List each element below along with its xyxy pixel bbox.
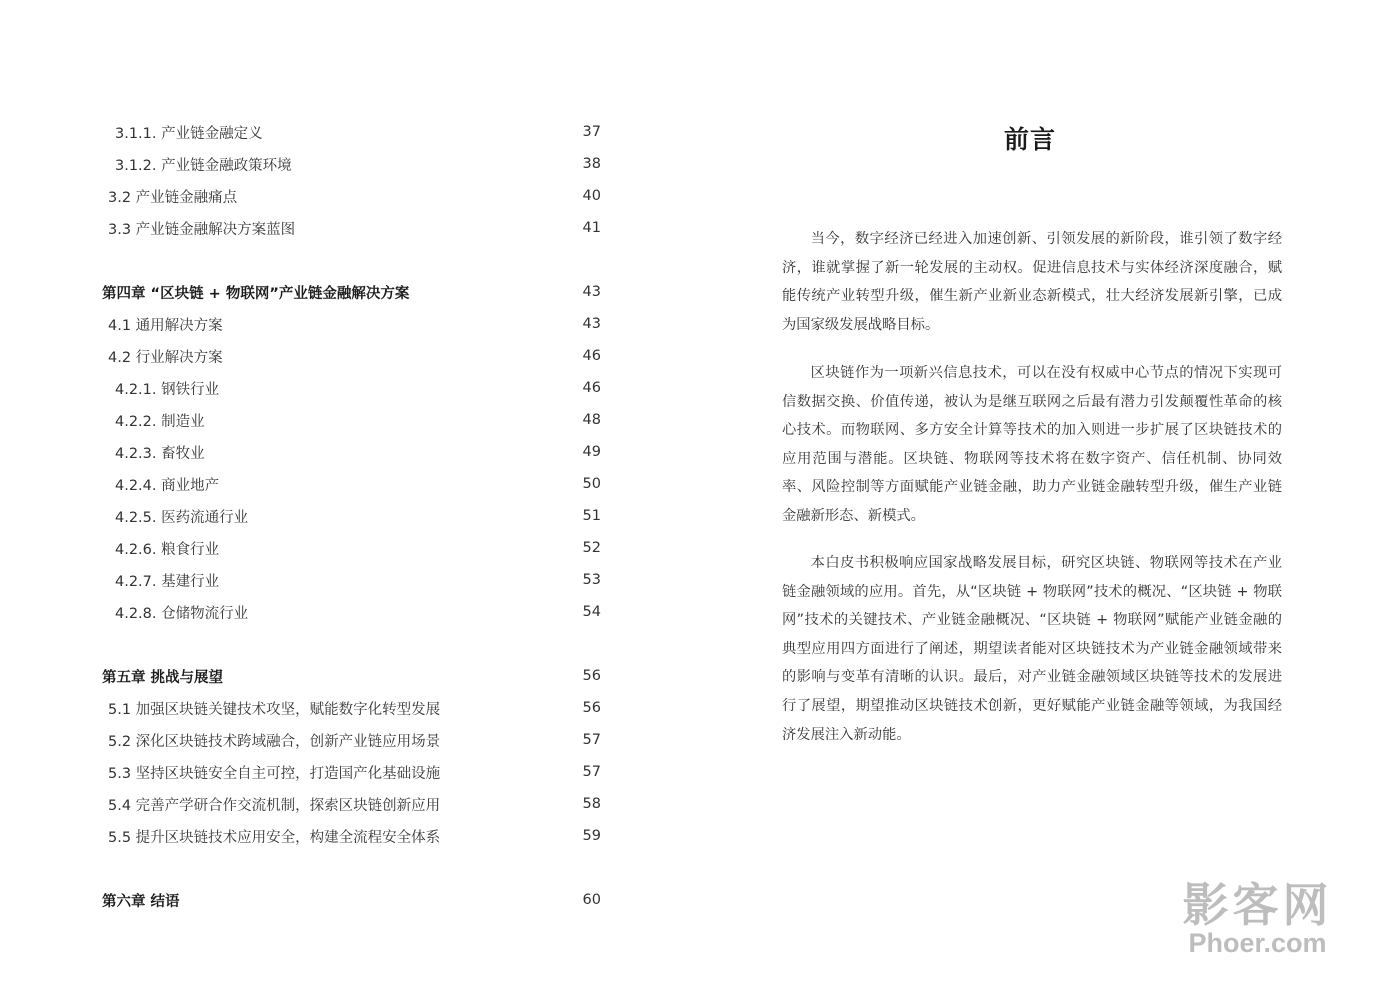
toc-entry-label: 5.2 深化区块链技术跨域融合，创新产业链应用场景 bbox=[108, 733, 441, 750]
toc-entry-page: 53 bbox=[582, 572, 601, 588]
toc-entry-page: 49 bbox=[582, 444, 601, 460]
toc-chapter-label: 第四章 “区块链 + 物联网”产业链金融解决方案 bbox=[102, 285, 410, 302]
toc-entry[interactable] bbox=[100, 536, 601, 560]
toc-entry[interactable] bbox=[100, 760, 601, 784]
toc-entry[interactable] bbox=[100, 472, 601, 496]
toc-entry-label: 4.2.2. 制造业 bbox=[115, 413, 205, 430]
toc-entry-label: 4.2 行业解决方案 bbox=[108, 349, 223, 366]
toc-entry-page: 43 bbox=[582, 316, 601, 332]
toc-entry[interactable] bbox=[100, 184, 601, 208]
toc-entry-label: 3.1.1. 产业链金融定义 bbox=[115, 125, 263, 142]
toc-entry-page: 41 bbox=[582, 220, 601, 236]
watermark-cn: 影客网 bbox=[1182, 878, 1333, 932]
toc-entry[interactable] bbox=[100, 120, 601, 144]
toc-entry-label: 3.2 产业链金融痛点 bbox=[108, 189, 238, 206]
toc-entry-page: 48 bbox=[582, 412, 601, 428]
toc-chapter-4[interactable] bbox=[100, 280, 601, 304]
toc-entry-page: 46 bbox=[582, 348, 601, 364]
watermark-logo bbox=[1170, 878, 1345, 958]
toc-chapter-label: 第六章 结语 bbox=[102, 893, 180, 910]
toc-chapter-5[interactable] bbox=[100, 664, 601, 688]
toc-entry[interactable] bbox=[100, 568, 601, 592]
toc-entry-label: 4.2.3. 畜牧业 bbox=[115, 445, 205, 462]
toc-entry-label: 3.3 产业链金融解决方案蓝图 bbox=[108, 221, 296, 238]
toc-entry-page: 50 bbox=[582, 476, 601, 492]
toc-entry-page: 51 bbox=[582, 508, 601, 524]
toc-entry-page: 37 bbox=[582, 124, 601, 140]
toc-entry-page: 46 bbox=[582, 380, 601, 396]
toc-entry-page: 57 bbox=[582, 764, 601, 780]
toc-page bbox=[0, 0, 690, 1005]
toc-entry-page: 54 bbox=[582, 604, 601, 620]
toc-entry-label: 5.4 完善产学研合作交流机制，探索区块链创新应用 bbox=[108, 797, 441, 814]
toc-entry[interactable] bbox=[100, 440, 601, 464]
toc-entry-label: 4.2.5. 医药流通行业 bbox=[115, 509, 249, 526]
toc-entry-page: 56 bbox=[582, 700, 601, 716]
toc-entry-label: 4.1 通用解决方案 bbox=[108, 317, 223, 334]
toc-chapter-page: 56 bbox=[582, 668, 601, 684]
toc-chapter-6[interactable] bbox=[100, 888, 601, 912]
preface-paragraph: 区块链作为一项新兴信息技术，可以在没有权威中心节点的情况下实现可信数据交换、价值传递，被认为是继互联网之后最有潜力引发颠覆性革命的核心技术。而物联网、多方安全计算等技术的加入则进一步扩展了区块链技术的应用范围与潜能。区块链、物联网等技术将在数字资产、信任机制、协同效率、风险控制等方面赋能产业链金融，助力产业链金融转型升级，催生产业链金融新形态、新模式。 bbox=[782, 365, 1282, 524]
toc-chapter-label: 第五章 挑战与展望 bbox=[102, 669, 224, 686]
toc-entry-page: 40 bbox=[582, 188, 601, 204]
toc-entry[interactable] bbox=[100, 376, 601, 400]
toc-entry-label: 5.3 坚持区块链安全自主可控，打造国产化基础设施 bbox=[108, 765, 441, 782]
toc-entry-page: 57 bbox=[582, 732, 601, 748]
toc-entry-page: 58 bbox=[582, 796, 601, 812]
toc-chapter-page: 60 bbox=[582, 892, 601, 908]
toc-entry-label: 4.2.4. 商业地产 bbox=[115, 477, 220, 494]
toc-entry[interactable] bbox=[100, 504, 601, 528]
toc-entry[interactable] bbox=[100, 312, 601, 336]
toc-entry-label: 5.5 提升区块链技术应用安全，构建全流程安全体系 bbox=[108, 829, 441, 846]
toc-entry[interactable] bbox=[100, 696, 601, 720]
toc-entry[interactable] bbox=[100, 152, 601, 176]
toc-entry[interactable] bbox=[100, 408, 601, 432]
toc-entry-label: 4.2.7. 基建行业 bbox=[115, 573, 220, 590]
preface-paragraph: 本白皮书积极响应国家战略发展目标，研究区块链、物联网等技术在产业链金融领域的应用。首先，从“区块链 + 物联网”技术的概况、“区块链 + 物联网”技术的关键技术、产业链金融概况、“区块链 + 物联网”赋能产业链金融的典型应用四方面进行了阐述，期望读者能对区块链技术为产业链金融领域带来的影响与变革有清晰的认识。最后，对产业链金融领域区块链等技术的发展进行了展望，期望推动区块链技术创新，更好赋能产业链金融等领域，为我国经济发展注入新动能。 bbox=[782, 555, 1282, 743]
toc-entry[interactable] bbox=[100, 792, 601, 816]
toc-entry-label: 4.2.6. 粮食行业 bbox=[115, 541, 220, 558]
toc-entry[interactable] bbox=[100, 344, 601, 368]
preface-title: 前言 bbox=[1003, 125, 1056, 154]
watermark-en: Phoer.com bbox=[1188, 928, 1327, 958]
toc-entry-label: 4.2.1. 钢铁行业 bbox=[115, 381, 220, 398]
toc-entry-label: 4.2.8. 仓储物流行业 bbox=[115, 605, 249, 622]
preface-paragraph: 当今，数字经济已经进入加速创新、引领发展的新阶段，谁引领了数字经济，谁就掌握了新一轮发展的主动权。促进信息技术与实体经济深度融合，赋能传统产业转型升级，催生新产业新业态新模式，壮大经济发展新引擎，已成为国家级发展战略目标。 bbox=[782, 231, 1282, 333]
toc-entry[interactable] bbox=[100, 824, 601, 848]
toc-entry[interactable] bbox=[100, 600, 601, 624]
toc-entry-page: 59 bbox=[582, 828, 601, 844]
toc-entry-page: 52 bbox=[582, 540, 601, 556]
toc-entry[interactable] bbox=[100, 728, 601, 752]
toc-entry-page: 38 bbox=[582, 156, 601, 172]
toc-entry-label: 3.1.2. 产业链金融政策环境 bbox=[115, 157, 292, 174]
toc-chapter-page: 43 bbox=[582, 284, 601, 300]
toc-entry-label: 5.1 加强区块链关键技术攻坚，赋能数字化转型发展 bbox=[108, 701, 441, 718]
toc-entry[interactable] bbox=[100, 216, 601, 240]
